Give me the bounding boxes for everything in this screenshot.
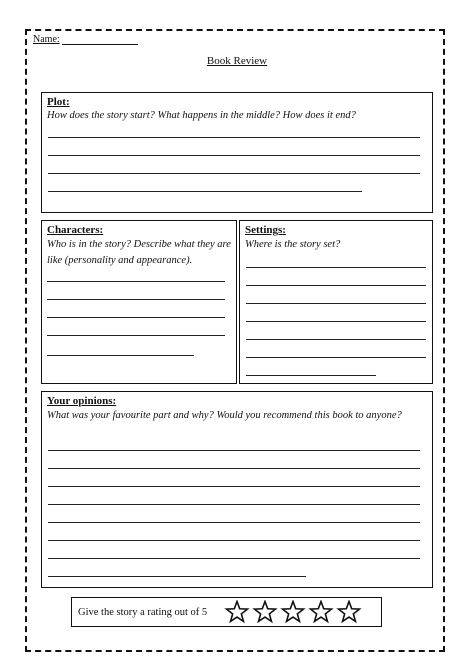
- rating-stars: [224, 598, 362, 626]
- characters-writing-line[interactable]: [47, 299, 225, 300]
- star-outline-icon[interactable]: [336, 600, 362, 624]
- opinions-writing-line[interactable]: [48, 540, 420, 541]
- name-label: Name:: [33, 34, 60, 45]
- opinions-writing-line[interactable]: [48, 558, 420, 559]
- plot-writing-line[interactable]: [48, 191, 362, 192]
- opinions-section: [41, 391, 433, 588]
- settings-writing-line[interactable]: [246, 321, 426, 322]
- settings-writing-line[interactable]: [246, 285, 426, 286]
- opinions-writing-line[interactable]: [48, 450, 420, 451]
- opinions-writing-line[interactable]: [48, 522, 420, 523]
- star-outline-icon[interactable]: [308, 600, 334, 624]
- plot-heading: Plot:: [47, 96, 70, 108]
- settings-section: [239, 220, 433, 384]
- star-outline-icon[interactable]: [280, 600, 306, 624]
- plot-section: [41, 92, 433, 213]
- opinions-heading: Your opinions:: [47, 395, 117, 407]
- rating-box: [71, 597, 382, 627]
- settings-writing-line[interactable]: [246, 357, 426, 358]
- star-outline-icon[interactable]: [252, 600, 278, 624]
- opinions-writing-line[interactable]: [48, 468, 420, 469]
- plot-writing-line[interactable]: [48, 137, 420, 138]
- characters-writing-line[interactable]: [47, 281, 225, 282]
- opinions-writing-line[interactable]: [48, 486, 420, 487]
- settings-heading: Settings:: [245, 224, 286, 236]
- rating-label: Give the story a rating out of 5: [78, 607, 208, 618]
- characters-heading: Characters:: [47, 224, 104, 236]
- settings-writing-line[interactable]: [246, 375, 376, 376]
- settings-writing-line[interactable]: [246, 303, 426, 304]
- page-title: Book Review: [206, 55, 268, 67]
- plot-writing-line[interactable]: [48, 155, 420, 156]
- name-blank-line[interactable]: [62, 34, 138, 45]
- characters-prompt: Who is in the story? Describe what they are like (personality and appearance).: [47, 239, 231, 266]
- name-field: [33, 34, 138, 45]
- opinions-writing-line[interactable]: [48, 576, 306, 577]
- opinions-writing-line[interactable]: [48, 504, 420, 505]
- characters-writing-line[interactable]: [47, 355, 194, 356]
- star-outline-icon[interactable]: [224, 600, 250, 624]
- settings-prompt: Where is the story set?: [245, 239, 341, 250]
- plot-writing-line[interactable]: [48, 173, 420, 174]
- plot-prompt: How does the story start? What happens in the middle? How does it end?: [47, 110, 356, 121]
- opinions-prompt: What was your favourite part and why? Would you recommend this book to anyone?: [47, 410, 402, 421]
- characters-writing-line[interactable]: [47, 317, 225, 318]
- settings-writing-line[interactable]: [246, 339, 426, 340]
- settings-writing-line[interactable]: [246, 267, 426, 268]
- characters-section: [41, 220, 237, 384]
- characters-writing-line[interactable]: [47, 335, 225, 336]
